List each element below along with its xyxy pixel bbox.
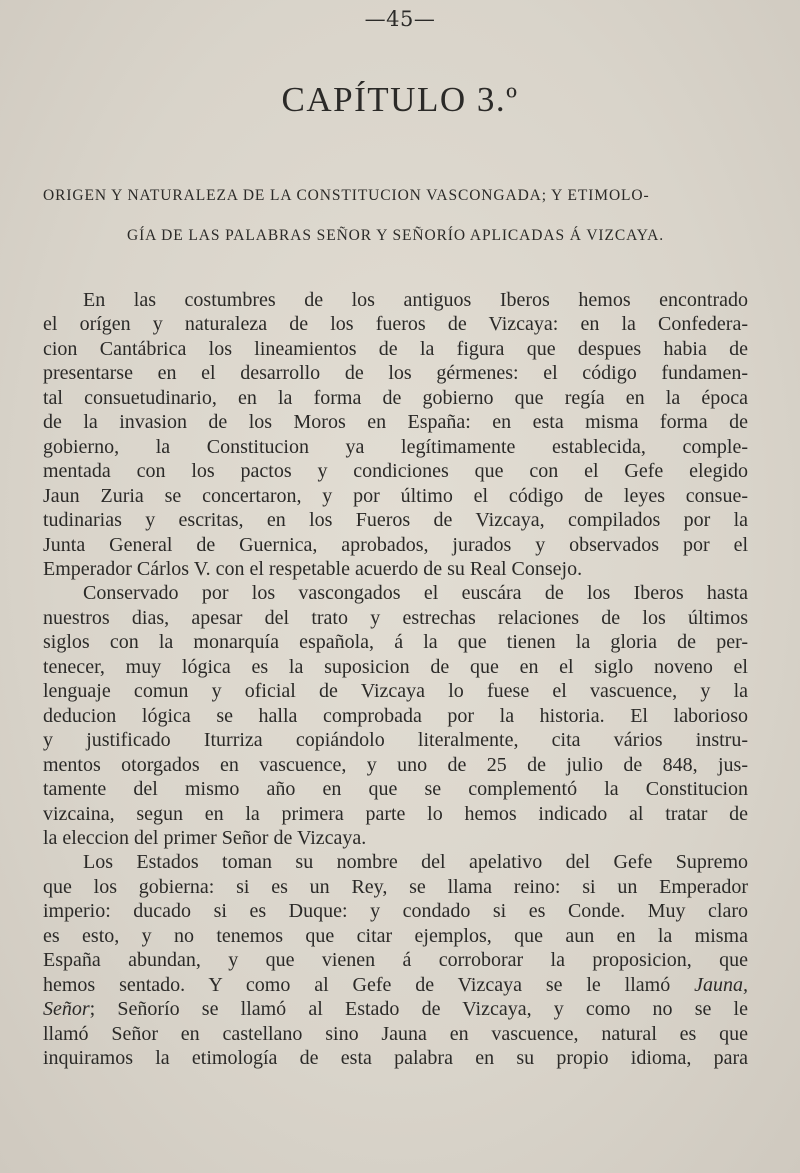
text-line: que los gobierna: si es un Rey, se llama reino: si un Emperador xyxy=(43,875,748,898)
text-line: Conservado por los vascongados el euscára de los Iberos hasta xyxy=(83,582,748,605)
chapter-subtitle xyxy=(43,176,748,256)
chapter-subtitle-line: GÍA DE LAS PALABRAS SEÑOR Y SEÑORÍO APLICADAS Á VIZCAYA. xyxy=(127,227,664,244)
paragraph-2 xyxy=(43,581,748,850)
paragraph-3 xyxy=(43,850,748,1070)
text-line: deducion lógica se halla comprobada por la historia. El laborioso xyxy=(43,704,748,727)
text-line: mentada con los pactos y condiciones que con el Gefe elegido xyxy=(43,460,748,483)
text-line: nuestros dias, apesar del trato y estrechas relaciones de los últimos xyxy=(43,606,748,629)
text-line: En las costumbres de los antiguos Iberos hemos encontrado xyxy=(83,289,748,311)
text-line: España abundan, y que vienen á corroborar la proposicion, que xyxy=(43,949,748,972)
text-line xyxy=(43,997,748,1021)
text-line: vizcaina, segun en la primera parte lo hemos indicado al tratar de xyxy=(43,802,748,825)
text-line: mentos otorgados en vascuence, y uno de 25 de julio de 848, jus- xyxy=(43,753,748,776)
text-line: tenecer, muy lógica es la suposicion de que en el siglo noveno el xyxy=(43,655,748,678)
text-line: el orígen y naturaleza de los fueros de Vizcaya: en la Confedera- xyxy=(43,313,748,336)
text-line: imperio: ducado si es Duque: y condado si es Conde. Muy claro xyxy=(43,900,748,923)
text-line: Los Estados toman su nombre del apelativo del Gefe Supremo xyxy=(83,851,748,874)
text-line: de la invasion de los Moros en España: en esta misma forma de xyxy=(43,411,748,434)
text-line: llamó Señor en castellano sino Jauna en vascuence, natural es que xyxy=(43,1022,748,1045)
chapter-title: CAPÍTULO 3.º xyxy=(281,80,519,119)
paragraph-1 xyxy=(43,288,748,581)
chapter-subtitle-line: ORIGEN Y NATURALEZA DE LA CONSTITUCION VASCONGADA; Y ETIMOLO- xyxy=(43,187,650,204)
text-line: siglos con la monarquía española, á la que tienen la gloria de per- xyxy=(43,631,748,654)
italic-word: Jauna, xyxy=(694,973,749,996)
text-line: lenguaje comun y oficial de Vizcaya lo fuese el vascuence, y la xyxy=(43,680,748,703)
page-number: —45— xyxy=(364,7,436,31)
text-line: Jaun Zuria se concertaron, y por último el código de leyes consue- xyxy=(43,484,748,507)
text-line: la eleccion del primer Señor de Vizcaya. xyxy=(43,826,367,849)
text-line: inquiramos la etimología de esta palabra en su propio idioma, para xyxy=(43,1047,748,1070)
italic-word: Señor xyxy=(43,998,90,1021)
text-line: es esto, y no tenemos que citar ejemplos, que aun en la misma xyxy=(43,924,748,947)
body-text xyxy=(43,288,748,1071)
text-line xyxy=(43,973,748,997)
text-line: tamente del mismo año en que se complementó la Constitucion xyxy=(43,778,748,801)
text-line: tudinarias y escritas, en los Fueros de Vizcaya, compilados por la xyxy=(43,509,748,532)
text-segment: ; Señorío se llamó al Estado de Vizcaya, y como no se le xyxy=(89,998,748,1021)
text-line: cion Cantábrica los lineamientos de la figura que despues habia de xyxy=(43,337,748,360)
text-line: y justificado Iturriza copiándolo literalmente, cita vários instru- xyxy=(43,729,748,752)
text-line: Junta General de Guernica, aprobados, jurados y observados por el xyxy=(43,533,748,556)
text-line: presentarse en el desarrollo de los gérmenes: el código fundamen- xyxy=(43,362,748,385)
text-line: gobierno, la Constitucion ya legítimamente establecida, comple- xyxy=(43,435,748,458)
text-line: tal consuetudinario, en la forma de gobierno que regía en la época xyxy=(43,386,748,409)
text-line: Emperador Cárlos V. con el respetable acuerdo de su Real Consejo. xyxy=(43,557,583,580)
text-segment: hemos sentado. Y como al Gefe de Vizcaya se le llamó xyxy=(43,973,671,996)
